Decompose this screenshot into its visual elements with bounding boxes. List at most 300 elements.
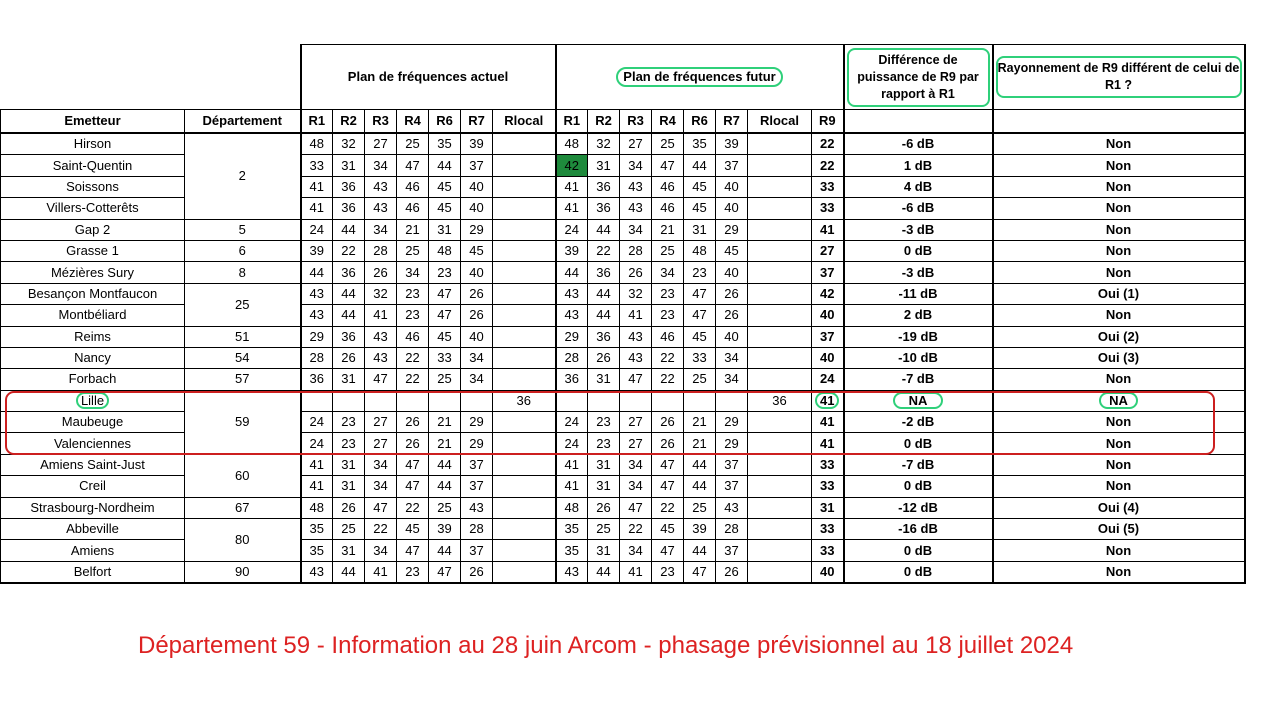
- cell-emetteur: Besançon Montfaucon: [1, 283, 185, 304]
- col-header-rlocal: Rlocal: [493, 110, 556, 134]
- cell-future-r4: 47: [652, 454, 684, 475]
- cell-current-r3: 41: [365, 305, 397, 326]
- cell-current-r3: 47: [365, 369, 397, 390]
- col-header-emetteur: Emetteur: [1, 110, 185, 134]
- cell-diff: -11 dB: [844, 283, 993, 304]
- cell-current-r3: 34: [365, 219, 397, 240]
- cell-future-r4: 22: [652, 347, 684, 368]
- cell-future-r6: 48: [684, 240, 716, 261]
- cell-diff: 0 dB: [844, 561, 993, 583]
- cell-future-r6: 25: [684, 369, 716, 390]
- cell-r9: 40: [812, 347, 844, 368]
- cell-current-rlocal: [493, 476, 556, 497]
- cell-future-r3: 27: [620, 133, 652, 155]
- cell-diff: -10 dB: [844, 347, 993, 368]
- cell-current-r1: 41: [301, 476, 333, 497]
- cell-current-r1: 28: [301, 347, 333, 368]
- cell-future-r7: 39: [716, 133, 748, 155]
- cell-future-r4: 34: [652, 262, 684, 283]
- cell-current-r1: 41: [301, 454, 333, 475]
- cell-future-rlocal: [748, 133, 812, 155]
- cell-future-r3: 41: [620, 305, 652, 326]
- cell-future-r3: 27: [620, 412, 652, 433]
- col-header-fut-r4: R4: [652, 110, 684, 134]
- cell-diff: 4 dB: [844, 176, 993, 197]
- cell-departement: 67: [185, 497, 301, 518]
- ray-header: [993, 45, 1245, 110]
- cell-current-r3: 27: [365, 433, 397, 454]
- cell-future-r4: 26: [652, 412, 684, 433]
- cell-current-r1: [301, 390, 333, 411]
- cell-rayonnement: [993, 390, 1245, 411]
- cell-rayonnement: Non: [993, 433, 1245, 454]
- cell-diff: -7 dB: [844, 369, 993, 390]
- cell-current-r7: 29: [461, 219, 493, 240]
- cell-departement: 80: [185, 519, 301, 562]
- cell-future-r7: 34: [716, 369, 748, 390]
- cell-current-r3: 27: [365, 412, 397, 433]
- cell-future-r6: 45: [684, 198, 716, 219]
- cell-r9: 41: [812, 412, 844, 433]
- cell-future-r3: 43: [620, 198, 652, 219]
- cell-future-rlocal: [748, 262, 812, 283]
- cell-r9: 24: [812, 369, 844, 390]
- cell-future-r4: 47: [652, 476, 684, 497]
- cell-future-r2: 32: [588, 133, 620, 155]
- cell-future-r2: 31: [588, 476, 620, 497]
- cell-current-r4: 23: [397, 305, 429, 326]
- cell-rayonnement: Non: [993, 561, 1245, 583]
- table-row: [1, 133, 1245, 155]
- cell-current-r2: 44: [333, 219, 365, 240]
- cell-r9: 22: [812, 133, 844, 155]
- cell-future-r3: 34: [620, 454, 652, 475]
- cell-r9: 41: [812, 219, 844, 240]
- cell-current-r4: 25: [397, 240, 429, 261]
- cell-current-rlocal: [493, 561, 556, 583]
- cell-current-r6: 44: [429, 540, 461, 561]
- cell-r9: 33: [812, 519, 844, 540]
- cell-diff: -19 dB: [844, 326, 993, 347]
- cell-r9: 33: [812, 476, 844, 497]
- cell-future-r4: 25: [652, 133, 684, 155]
- cell-rayonnement: Non: [993, 305, 1245, 326]
- cell-current-r7: 37: [461, 155, 493, 176]
- cell-current-r2: 26: [333, 497, 365, 518]
- cell-current-r4: 23: [397, 283, 429, 304]
- cell-departement: 5: [185, 219, 301, 240]
- cell-current-r7: 37: [461, 454, 493, 475]
- cell-current-r6: 44: [429, 454, 461, 475]
- cell-rayonnement: Non: [993, 369, 1245, 390]
- cell-current-rlocal: [493, 198, 556, 219]
- header-row-groups: [1, 45, 1245, 110]
- cell-future-r2: 36: [588, 176, 620, 197]
- cell-emetteur: Montbéliard: [1, 305, 185, 326]
- col-header-r3: R3: [365, 110, 397, 134]
- cell-r9: 33: [812, 454, 844, 475]
- cell-current-r7: 26: [461, 305, 493, 326]
- group-current-header: Plan de fréquences actuel: [301, 45, 556, 110]
- cell-rayonnement: Oui (5): [993, 519, 1245, 540]
- cell-departement: 2: [185, 133, 301, 219]
- cell-future-r4: 22: [652, 369, 684, 390]
- cell-future-r1: 24: [556, 219, 588, 240]
- cell-rayonnement: Oui (2): [993, 326, 1245, 347]
- cell-current-r6: [429, 390, 461, 411]
- table-row: [1, 519, 1245, 540]
- cell-future-r7: 40: [716, 262, 748, 283]
- cell-future-r7: 34: [716, 347, 748, 368]
- cell-diff: 2 dB: [844, 305, 993, 326]
- cell-future-r2: 26: [588, 347, 620, 368]
- cell-current-r2: 23: [333, 412, 365, 433]
- cell-current-r3: 34: [365, 155, 397, 176]
- cell-emetteur: Maubeuge: [1, 412, 185, 433]
- cell-current-r2: 36: [333, 326, 365, 347]
- cell-future-r7: 37: [716, 155, 748, 176]
- cell-future-r2: 31: [588, 540, 620, 561]
- cell-future-r1: 24: [556, 433, 588, 454]
- cell-current-r1: 39: [301, 240, 333, 261]
- cell-current-r7: 28: [461, 519, 493, 540]
- cell-r9: 33: [812, 198, 844, 219]
- cell-current-r4: 46: [397, 326, 429, 347]
- cell-current-rlocal: [493, 540, 556, 561]
- cell-current-r3: [365, 390, 397, 411]
- cell-diff: 0 dB: [844, 540, 993, 561]
- cell-future-r3: 34: [620, 219, 652, 240]
- cell-current-r6: 45: [429, 176, 461, 197]
- cell-future-rlocal: [748, 176, 812, 197]
- cell-current-r7: 26: [461, 561, 493, 583]
- cell-current-r6: 44: [429, 476, 461, 497]
- cell-current-r1: 41: [301, 198, 333, 219]
- cell-current-r6: 35: [429, 133, 461, 155]
- cell-future-r1: 41: [556, 476, 588, 497]
- table-row: [1, 240, 1245, 261]
- cell-current-r4: 47: [397, 476, 429, 497]
- cell-diff: -16 dB: [844, 519, 993, 540]
- group-future-header: [556, 45, 844, 110]
- cell-future-r3: 43: [620, 326, 652, 347]
- cell-current-rlocal: [493, 412, 556, 433]
- cell-current-rlocal: 36: [493, 390, 556, 411]
- cell-diff: -6 dB: [844, 133, 993, 155]
- cell-future-r6: 39: [684, 519, 716, 540]
- cell-future-r3: 22: [620, 519, 652, 540]
- cell-current-rlocal: [493, 519, 556, 540]
- cell-emetteur: Grasse 1: [1, 240, 185, 261]
- cell-future-rlocal: [748, 412, 812, 433]
- cell-current-r2: 31: [333, 476, 365, 497]
- cell-current-r1: 35: [301, 540, 333, 561]
- col-header-fut-r6: R6: [684, 110, 716, 134]
- cell-future-r2: 31: [588, 155, 620, 176]
- cell-future-r7: 45: [716, 240, 748, 261]
- cell-r9: 41: [812, 433, 844, 454]
- cell-future-r6: 35: [684, 133, 716, 155]
- cell-current-r3: 43: [365, 198, 397, 219]
- cell-current-r6: 45: [429, 326, 461, 347]
- cell-current-r6: 39: [429, 519, 461, 540]
- cell-future-r4: 45: [652, 519, 684, 540]
- cell-current-rlocal: [493, 176, 556, 197]
- cell-current-r3: 34: [365, 476, 397, 497]
- cell-emetteur: Gap 2: [1, 219, 185, 240]
- cell-rayonnement: Non: [993, 198, 1245, 219]
- cell-current-r3: 22: [365, 519, 397, 540]
- cell-departement: 54: [185, 347, 301, 368]
- cell-future-r3: 34: [620, 155, 652, 176]
- table-row: [1, 219, 1245, 240]
- cell-diff: 0 dB: [844, 240, 993, 261]
- cell-current-r7: [461, 390, 493, 411]
- cell-future-r6: 23: [684, 262, 716, 283]
- cell-rayonnement: Oui (4): [993, 497, 1245, 518]
- table-row: [1, 561, 1245, 583]
- ray-label: NA: [1099, 392, 1138, 409]
- cell-current-rlocal: [493, 305, 556, 326]
- cell-current-rlocal: [493, 133, 556, 155]
- cell-emetteur: Amiens Saint-Just: [1, 454, 185, 475]
- cell-future-r3: 34: [620, 476, 652, 497]
- cell-current-r6: 33: [429, 347, 461, 368]
- cell-current-r3: 32: [365, 283, 397, 304]
- cell-future-r1: [556, 390, 588, 411]
- cell-emetteur: Nancy: [1, 347, 185, 368]
- cell-diff: -12 dB: [844, 497, 993, 518]
- diff-header: [844, 45, 993, 110]
- cell-emetteur: Saint-Quentin: [1, 155, 185, 176]
- cell-current-r4: 45: [397, 519, 429, 540]
- cell-current-r1: 44: [301, 262, 333, 283]
- cell-current-r6: 47: [429, 283, 461, 304]
- cell-future-r1: 41: [556, 198, 588, 219]
- cell-future-r1: 28: [556, 347, 588, 368]
- cell-departement: 25: [185, 283, 301, 326]
- cell-emetteur: Villers-Cotterêts: [1, 198, 185, 219]
- cell-current-rlocal: [493, 433, 556, 454]
- cell-current-r3: 26: [365, 262, 397, 283]
- cell-future-r7: 40: [716, 326, 748, 347]
- cell-future-rlocal: [748, 198, 812, 219]
- cell-future-rlocal: [748, 497, 812, 518]
- cell-future-rlocal: [748, 476, 812, 497]
- cell-current-r2: 31: [333, 540, 365, 561]
- cell-current-r1: 24: [301, 219, 333, 240]
- cell-current-r1: 48: [301, 497, 333, 518]
- cell-future-r6: 33: [684, 347, 716, 368]
- cell-current-r1: 35: [301, 519, 333, 540]
- cell-future-r3: 43: [620, 176, 652, 197]
- cell-future-r4: [652, 390, 684, 411]
- cell-future-r1: 39: [556, 240, 588, 261]
- cell-current-rlocal: [493, 454, 556, 475]
- cell-future-r6: 31: [684, 219, 716, 240]
- cell-future-r2: 36: [588, 262, 620, 283]
- cell-diff: [844, 390, 993, 411]
- cell-current-r4: 22: [397, 497, 429, 518]
- cell-current-r7: 29: [461, 412, 493, 433]
- cell-future-r6: 47: [684, 561, 716, 583]
- cell-current-r4: 46: [397, 176, 429, 197]
- cell-future-r4: 22: [652, 497, 684, 518]
- cell-r9: 33: [812, 176, 844, 197]
- cell-current-r2: 36: [333, 198, 365, 219]
- cell-r9: 40: [812, 305, 844, 326]
- ray-header-label: Rayonnement de R9 différent de celui de R1 ?: [996, 56, 1242, 98]
- cell-future-rlocal: [748, 305, 812, 326]
- cell-current-r4: 22: [397, 347, 429, 368]
- cell-current-r2: 32: [333, 133, 365, 155]
- cell-future-r4: 23: [652, 283, 684, 304]
- cell-current-r4: 47: [397, 540, 429, 561]
- cell-current-r4: 25: [397, 133, 429, 155]
- cell-current-rlocal: [493, 219, 556, 240]
- cell-emetteur: Hirson: [1, 133, 185, 155]
- cell-diff: -6 dB: [844, 198, 993, 219]
- cell-current-rlocal: [493, 326, 556, 347]
- cell-future-rlocal: [748, 369, 812, 390]
- cell-future-r2: 23: [588, 433, 620, 454]
- cell-current-r2: 44: [333, 561, 365, 583]
- cell-future-rlocal: [748, 326, 812, 347]
- col-header-fut-r1: R1: [556, 110, 588, 134]
- cell-current-r2: 26: [333, 347, 365, 368]
- cell-future-r2: 44: [588, 219, 620, 240]
- cell-current-r1: 48: [301, 133, 333, 155]
- cell-rayonnement: Non: [993, 412, 1245, 433]
- cell-current-r3: 27: [365, 133, 397, 155]
- col-header-r4: R4: [397, 110, 429, 134]
- cell-future-r1: 48: [556, 133, 588, 155]
- cell-diff: -3 dB: [844, 262, 993, 283]
- cell-diff: 0 dB: [844, 433, 993, 454]
- cell-current-r1: 41: [301, 176, 333, 197]
- cell-future-r4: 25: [652, 240, 684, 261]
- cell-current-r2: 22: [333, 240, 365, 261]
- cell-rayonnement: Non: [993, 155, 1245, 176]
- cell-emetteur: Mézières Sury: [1, 262, 185, 283]
- cell-current-r4: 21: [397, 219, 429, 240]
- col-header-fut-r3: R3: [620, 110, 652, 134]
- table-row: [1, 390, 1245, 411]
- cell-future-r7: 26: [716, 561, 748, 583]
- cell-current-r7: 40: [461, 176, 493, 197]
- cell-future-r2: 31: [588, 369, 620, 390]
- cell-future-r6: 44: [684, 540, 716, 561]
- cell-current-r7: 34: [461, 369, 493, 390]
- cell-future-r7: 29: [716, 412, 748, 433]
- emetteur-label: Lille: [76, 392, 109, 409]
- cell-current-r7: 40: [461, 198, 493, 219]
- cell-rayonnement: Non: [993, 219, 1245, 240]
- cell-future-rlocal: [748, 347, 812, 368]
- col-header-r7: R7: [461, 110, 493, 134]
- cell-departement: 90: [185, 561, 301, 583]
- cell-current-r7: 37: [461, 476, 493, 497]
- cell-future-rlocal: [748, 283, 812, 304]
- cell-current-r2: 25: [333, 519, 365, 540]
- cell-future-r4: 46: [652, 198, 684, 219]
- cell-emetteur: [1, 390, 185, 411]
- cell-current-r3: 34: [365, 540, 397, 561]
- cell-future-r4: 23: [652, 561, 684, 583]
- cell-current-r7: 37: [461, 540, 493, 561]
- cell-rayonnement: Non: [993, 476, 1245, 497]
- cell-rayonnement: Oui (3): [993, 347, 1245, 368]
- r9-label: 41: [815, 392, 839, 409]
- cell-rayonnement: Non: [993, 176, 1245, 197]
- cell-current-r2: 23: [333, 433, 365, 454]
- cell-future-r2: 25: [588, 519, 620, 540]
- diff-label: NA: [893, 392, 944, 409]
- cell-current-r3: 43: [365, 326, 397, 347]
- cell-future-r7: 37: [716, 454, 748, 475]
- cell-emetteur: Amiens: [1, 540, 185, 561]
- cell-current-r1: 24: [301, 433, 333, 454]
- cell-current-r4: 34: [397, 262, 429, 283]
- cell-emetteur: Reims: [1, 326, 185, 347]
- cell-future-r2: 44: [588, 561, 620, 583]
- table-row: [1, 262, 1245, 283]
- cell-future-r7: 26: [716, 305, 748, 326]
- cell-current-r4: 46: [397, 198, 429, 219]
- cell-future-r2: 36: [588, 198, 620, 219]
- cell-current-r1: 24: [301, 412, 333, 433]
- cell-current-r6: 23: [429, 262, 461, 283]
- cell-current-r4: 47: [397, 155, 429, 176]
- col-header-fut-r7: R7: [716, 110, 748, 134]
- cell-current-r6: 21: [429, 412, 461, 433]
- cell-current-r1: 36: [301, 369, 333, 390]
- cell-current-rlocal: [493, 369, 556, 390]
- table-row: [1, 347, 1245, 368]
- cell-future-r2: 26: [588, 497, 620, 518]
- cell-future-r1: 24: [556, 412, 588, 433]
- cell-future-r3: 47: [620, 369, 652, 390]
- cell-future-r4: 47: [652, 155, 684, 176]
- cell-future-r1: 43: [556, 283, 588, 304]
- cell-current-r7: 26: [461, 283, 493, 304]
- cell-current-r1: 43: [301, 305, 333, 326]
- table-row: [1, 283, 1245, 304]
- cell-future-r6: 44: [684, 454, 716, 475]
- cell-future-rlocal: [748, 519, 812, 540]
- cell-future-r1: 29: [556, 326, 588, 347]
- cell-diff: 1 dB: [844, 155, 993, 176]
- cell-departement: 8: [185, 262, 301, 283]
- cell-future-r7: [716, 390, 748, 411]
- col-header-fut-r2: R2: [588, 110, 620, 134]
- cell-current-r4: 26: [397, 412, 429, 433]
- cell-current-r6: 21: [429, 433, 461, 454]
- cell-current-r3: 43: [365, 176, 397, 197]
- group-future-label: Plan de fréquences futur: [616, 67, 782, 87]
- cell-current-r3: 34: [365, 454, 397, 475]
- cell-current-r3: 41: [365, 561, 397, 583]
- cell-rayonnement: Non: [993, 133, 1245, 155]
- cell-current-r6: 44: [429, 155, 461, 176]
- table-row: [1, 454, 1245, 475]
- cell-future-r2: 23: [588, 412, 620, 433]
- cell-emetteur: Abbeville: [1, 519, 185, 540]
- cell-future-r7: 37: [716, 476, 748, 497]
- cell-emetteur: Belfort: [1, 561, 185, 583]
- cell-departement: 60: [185, 454, 301, 497]
- cell-diff: -7 dB: [844, 454, 993, 475]
